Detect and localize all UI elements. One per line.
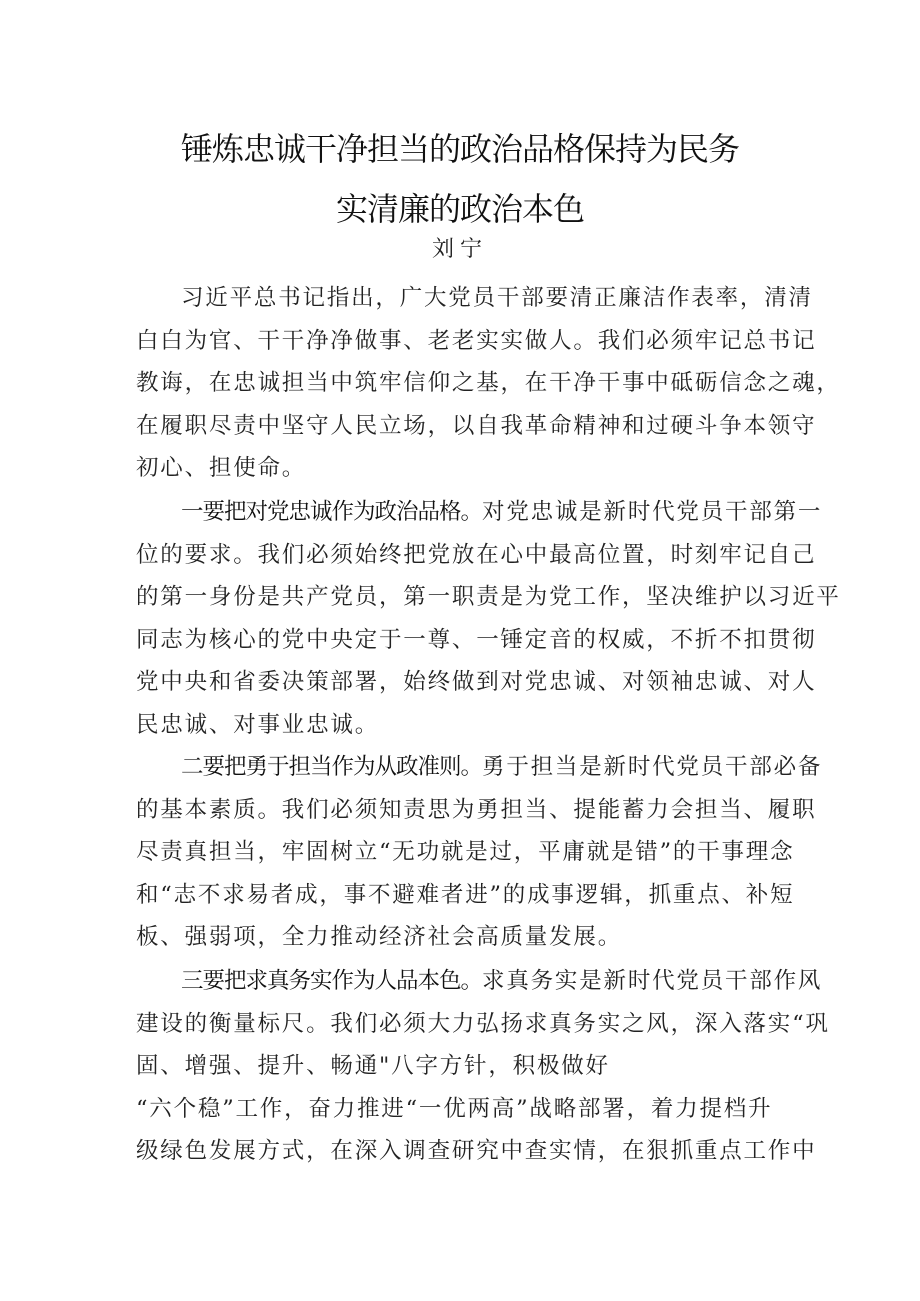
text-line: 习近平总书记指出，广大党员干部要清正廉洁作表率，清清	[181, 285, 813, 311]
paragraph-body	[136, 746, 823, 959]
text-line: 板、强弱项，全力推动经济社会高质量发展。	[136, 924, 623, 951]
text-line-rest: 对党忠诚是新时代党员干部第一	[482, 499, 823, 525]
text-line: 在履职尽责中坚守人民立场，以自我革命精神和过硬斗争本领守	[136, 412, 817, 439]
text-line: 建设的衡量标尺。我们必须大力弘扬求真务实之风，深入落实“巩	[136, 1010, 830, 1037]
paragraph-responsibility	[136, 746, 823, 959]
paragraph-lead-heading: 一要把对党忠诚作为政治品格。	[181, 499, 483, 525]
document-title-line-1: 锤炼忠诚干净担当的政治品格保持为民务	[180, 130, 739, 168]
text-line: 初心、担使命。	[136, 455, 307, 482]
text-line: 级绿色发展方式，在深入调查研究中查实情，在狠抓重点工作中	[136, 1138, 817, 1165]
paragraph-lead-heading: 二要把勇于担当作为从政准则。	[181, 754, 483, 780]
text-line: “六个稳”工作，奋力推进“一优两高”战略部署，着力提档升	[136, 1095, 773, 1122]
text-line: 位的要求。我们必须始终把党放在心中最高位置，时刻牢记自己	[136, 541, 817, 568]
text-line: 固、增强、提升、畅通"八字方针，积极做好	[136, 1053, 610, 1080]
text-line	[136, 746, 823, 789]
document-title-line-2: 实清廉的政治本色	[335, 190, 584, 228]
paragraph-lead-heading: 三要把求真务实作为人品本色。	[181, 968, 483, 994]
text-line: 尽责真担当，牢固树立“无功就是过，平庸就是错”的干事理念	[136, 839, 795, 866]
paragraph-body	[136, 960, 830, 1173]
text-line: 民忠诚、对事业忠诚。	[136, 711, 380, 738]
paragraph-intro	[136, 277, 841, 490]
text-line-rest: 求真务实是新时代党员干部作风	[482, 968, 823, 994]
paragraph-loyalty	[136, 491, 841, 747]
text-line: 白白为官、干干净净做事、老老实实做人。我们必须牢记总书记	[136, 327, 817, 354]
text-line-rest: 勇于担当是新时代党员干部必备	[482, 754, 823, 780]
text-line	[136, 491, 823, 534]
text-line: 党中央和省委决策部署，始终做到对党忠诚、对领袖忠诚、对人	[136, 669, 817, 696]
author-name: 刘宁	[431, 237, 488, 262]
text-line: 和“志不求易者成，事不避难者进”的成事逻辑，抓重点、补短	[136, 881, 795, 908]
paragraph-body	[136, 277, 841, 490]
text-line: 教诲，在忠诚担当中筑牢信仰之基，在干净干事中砥砺信念之魂，	[136, 370, 841, 397]
text-line: 同志为核心的党中央定于一尊、一锤定音的权威，不折不扣贯彻	[136, 626, 817, 653]
text-line: 的基本素质。我们必须知责思为勇担当、提能蓄力会担当、履职	[136, 796, 817, 823]
paragraph-body	[136, 491, 841, 747]
text-line	[136, 960, 823, 1003]
paragraph-pragmatism	[136, 960, 830, 1173]
text-line: 的第一身份是共产党员，第一职责是为党工作，坚决维护以习近平	[136, 584, 841, 611]
